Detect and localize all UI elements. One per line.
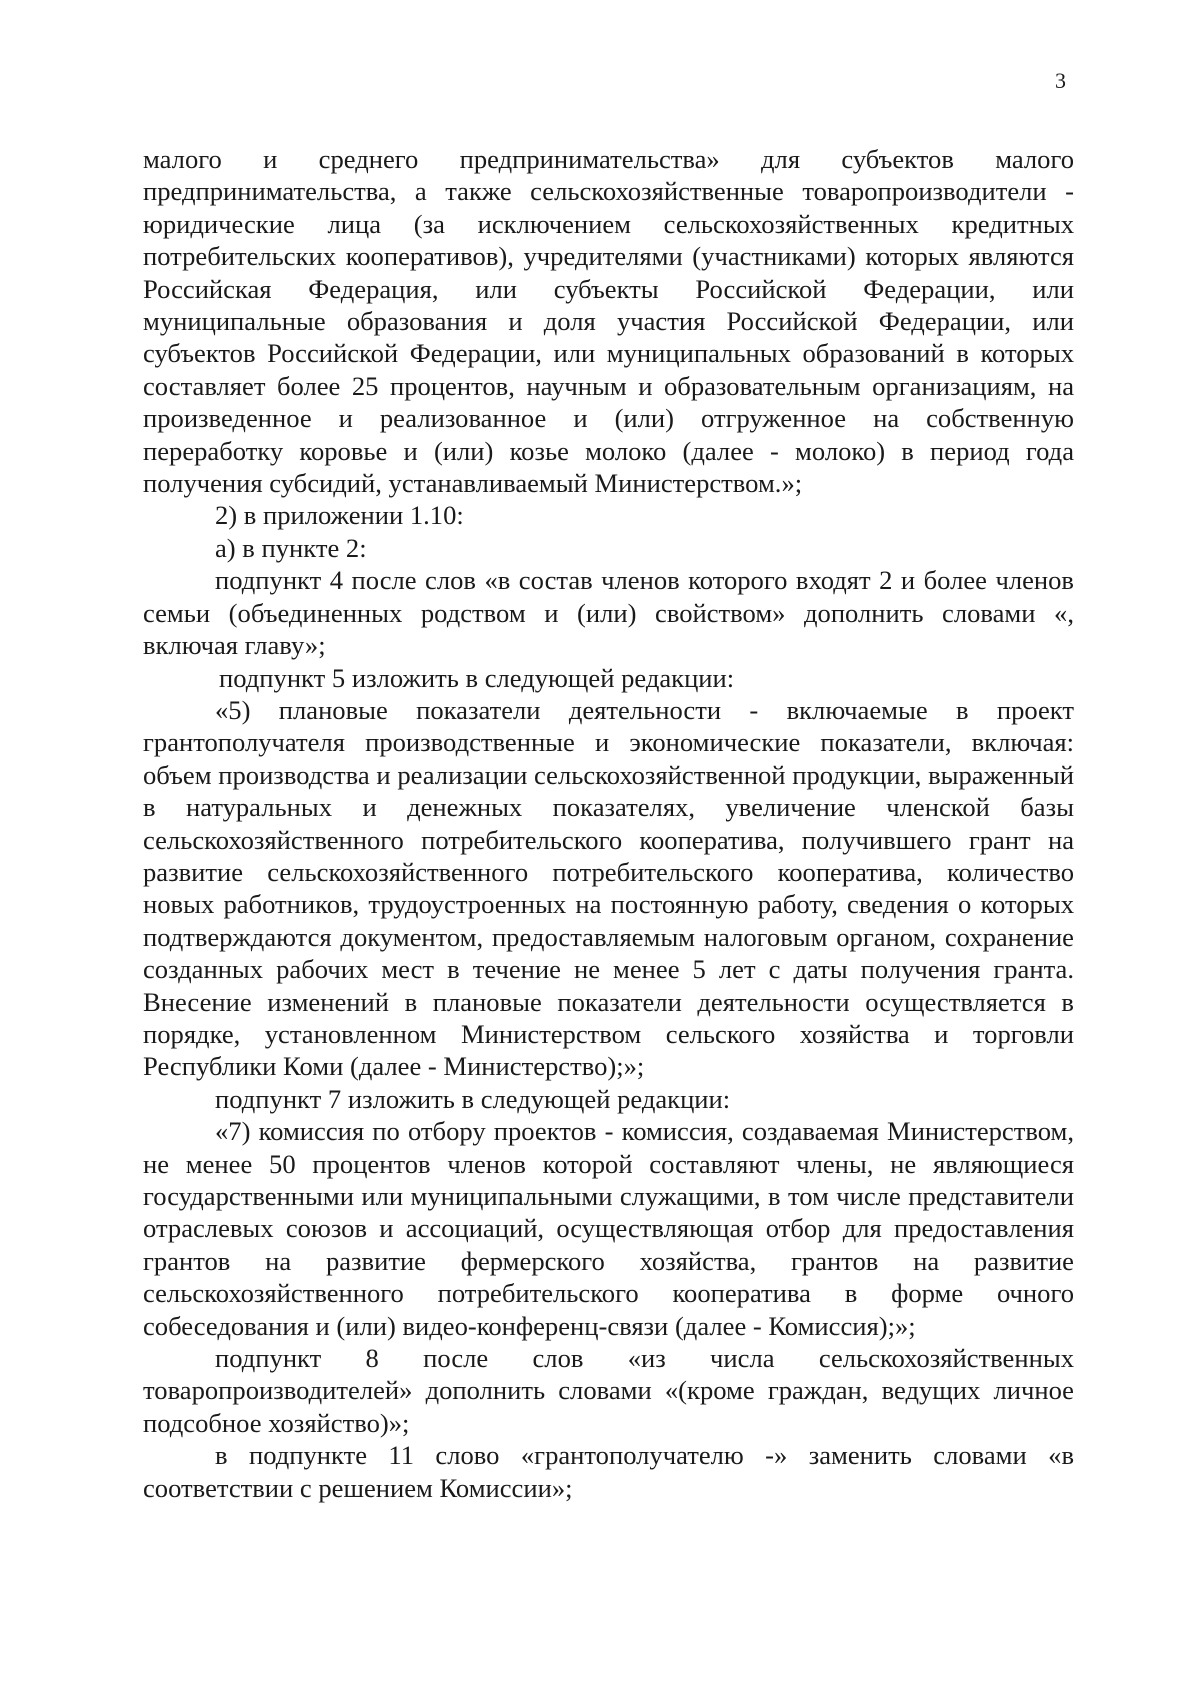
paragraph-continuation: малого и среднего предпринимательства» для субъектов малого предпринимательства, а также сельскохозяйственные товаропроизводители - юридические лица (за исключением сельскохозяйственных кредитных потребительских кооперативов), учредителями (участниками) которых являются Российская Федерация, или субъекты Российской Федерации, или муниципальные образования и доля участия Российской Федерации, или субъектов Российской Федерации, или муниципальных образований в которых составляет более 25 процентов, научным и образовательным организациям, на произведенное и реализованное и (или) отгруженное на собственную переработку коровье и (или) козье молоко (далее - молоко) в период года получения субсидий, устанавливаемый Министерством.»;: [143, 144, 1074, 499]
paragraph-item-a: а) в пункте 2:: [215, 532, 367, 563]
paragraph-subitem-5-text: «5) плановые показатели деятельности - включаемые в проект грантополучателя производственные и экономические показатели, включая: объем производства и реализации сельскохозяйственной продукции, выраженный в натуральных и денежных показателях, увеличение членской базы сельскохозяйственного потребительского кооператива, получившего грант на развитие сельскохозяйственного потребительского кооператива, количество новых работников, трудоустроенных на постоянную работу, сведения о которых подтверждаются документом, предоставляемым налоговым органом, сохранение созданных рабочих мест в течение не менее 5 лет с даты получения гранта. Внесение изменений в плановые показатели деятельности осуществляется в порядке, установленном Министерством сельского хозяйства и торговли Республики Коми (далее - Министерство);»;: [143, 694, 1074, 1082]
paragraph-subitem-7-text: «7) комиссия по отбору проектов - комиссия, создаваемая Министерством, не менее 50 процентов членов которой составляют члены, не являющиеся государственными или муниципальными служащими, в том числе представители отраслевых союзов и ассоциаций, осуществляющая отбор для предоставления грантов на развитие фермерского хозяйства, грантов на развитие сельскохозяйственного потребительского кооператива в форме очного собеседования и (или) видео-конференц-связи (далее - Комиссия);»;: [143, 1116, 1074, 1341]
paragraph-item-2: 2) в приложении 1.10:: [215, 500, 464, 531]
paragraph-subitem-7-intro: подпункт 7 изложить в следующей редакции:: [215, 1083, 731, 1114]
paragraph-subitem-4: подпункт 4 после слов «в состав членов которого входят 2 и более членов семьи (объединенных родством и (или) свойством» дополнить словами «, включая главу»;: [143, 565, 1074, 661]
paragraph-subitem-11: в подпункте 11 слово «грантополучателю -» заменить словами «в соответствии с решением Комиссии»;: [143, 1440, 1074, 1503]
page-number: 3: [1055, 68, 1066, 93]
document-body: [143, 143, 1074, 1504]
paragraph-subitem-8: подпункт 8 после слов «из числа сельскохозяйственных товаропроизводителей» дополнить словами «(кроме граждан, ведущих личное подсобное хозяйство)»;: [143, 1343, 1074, 1438]
paragraph-subitem-5-intro: подпункт 5 изложить в следующей редакции:: [219, 662, 735, 693]
